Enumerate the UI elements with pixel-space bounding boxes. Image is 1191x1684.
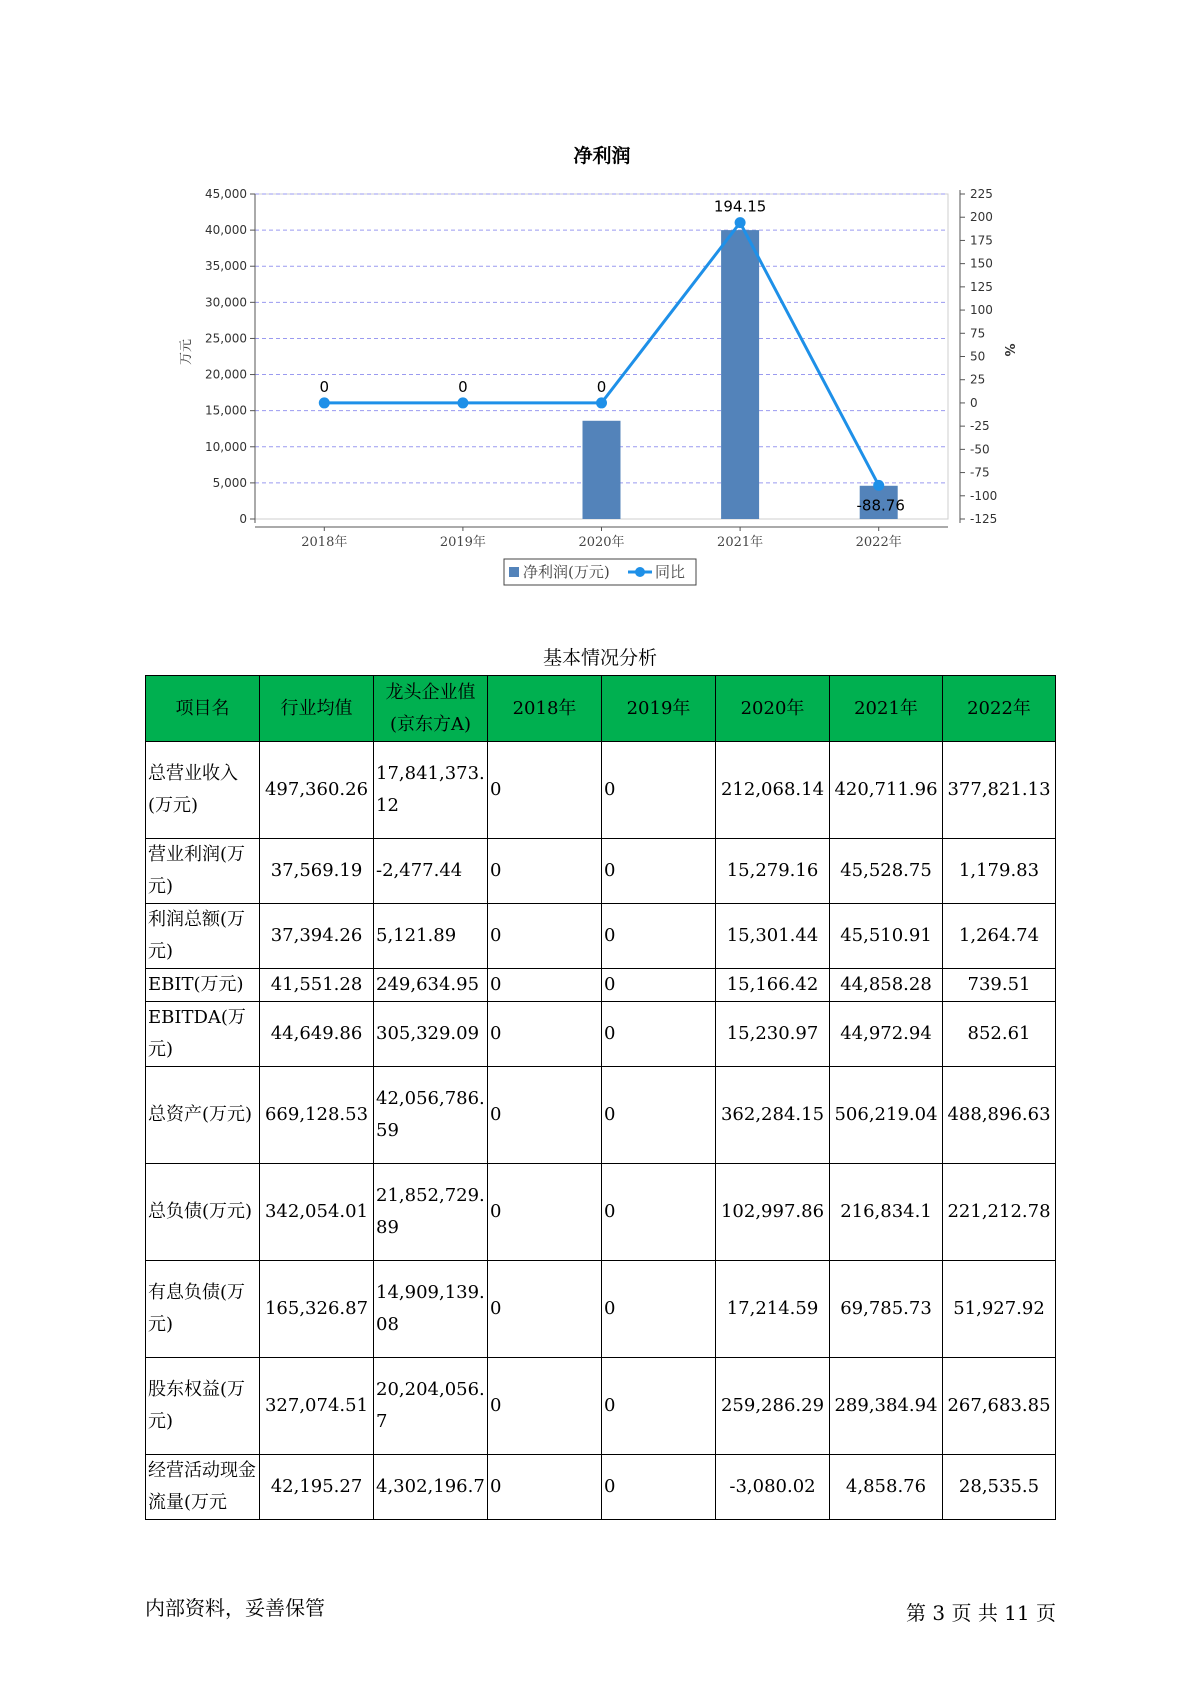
- year-2022-cell: 267,683.85: [943, 1358, 1056, 1455]
- y-left-tick-label: 35,000: [205, 259, 247, 274]
- table-row: [146, 1261, 1056, 1358]
- legend-bar-swatch: [509, 567, 519, 577]
- table-caption: 基本情况分析: [542, 647, 657, 669]
- y-right-axis-label: %: [1001, 343, 1016, 357]
- table-row: [146, 742, 1056, 839]
- year-2021-cell: 420,711.96: [830, 742, 943, 839]
- header-cell: 项目名: [146, 676, 260, 742]
- year-2021-cell: 44,972.94: [830, 1002, 943, 1067]
- data-label: 194.15: [713, 197, 767, 216]
- table-row: [146, 1002, 1056, 1067]
- year-2019-cell: 0: [602, 1358, 716, 1455]
- net-profit-chart: [0, 0, 1191, 600]
- y-right-tick-label: -100: [970, 488, 998, 503]
- year-2020-cell: 15,166.42: [716, 969, 830, 1002]
- bar: [721, 230, 759, 519]
- year-2018-cell: 0: [488, 742, 602, 839]
- y-right-tick-label: -125: [970, 512, 998, 526]
- basic-analysis-table: [145, 675, 1056, 1520]
- row-name-cell: 总营业收入(万元): [146, 742, 260, 839]
- year-2021-cell: 44,858.28: [830, 969, 943, 1002]
- year-2021-cell: 45,510.91: [830, 904, 943, 969]
- year-2020-cell: 15,301.44: [716, 904, 830, 969]
- leader-value-cell: -2,477.44: [374, 839, 488, 904]
- year-2022-cell: 488,896.63: [943, 1067, 1056, 1164]
- y-right-tick-label: 50: [970, 349, 986, 364]
- y-left-tick-label: 10,000: [205, 439, 247, 454]
- header-cell: 2019年: [602, 676, 716, 742]
- row-name-cell: 股东权益(万元): [146, 1358, 260, 1455]
- y-right-tick-label: 150: [970, 256, 993, 271]
- industry-avg-cell: 42,195.27: [260, 1455, 374, 1520]
- year-2018-cell: 0: [488, 969, 602, 1002]
- year-2022-cell: 377,821.13: [943, 742, 1056, 839]
- header-cell: 行业均值: [260, 676, 374, 742]
- year-2021-cell: 289,384.94: [830, 1358, 943, 1455]
- table-row: [146, 904, 1056, 969]
- year-2022-cell: 852.61: [943, 1002, 1056, 1067]
- x-tick-label: 2020年: [578, 535, 625, 550]
- y-left-tick-label: 15,000: [205, 403, 247, 418]
- y-right-tick-label: 75: [970, 326, 986, 341]
- y-right-tick-label: 175: [970, 233, 993, 248]
- line-point: [319, 397, 330, 408]
- year-2018-cell: 0: [488, 1455, 602, 1520]
- data-label: -88.76: [856, 496, 905, 515]
- industry-avg-cell: 165,326.87: [260, 1261, 374, 1358]
- legend-line-marker: [635, 567, 645, 577]
- row-name-cell: EBITDA(万元): [146, 1002, 260, 1067]
- leader-value-cell: 14,909,139.08: [374, 1261, 488, 1358]
- year-2021-cell: 69,785.73: [830, 1261, 943, 1358]
- year-2021-cell: 506,219.04: [830, 1067, 943, 1164]
- leader-value-cell: 4,302,196.7: [374, 1455, 488, 1520]
- industry-avg-cell: 37,394.26: [260, 904, 374, 969]
- industry-avg-cell: 37,569.19: [260, 839, 374, 904]
- chart-title: 净利润: [573, 145, 631, 167]
- year-2022-cell: 28,535.5: [943, 1455, 1056, 1520]
- y-left-tick-label: 40,000: [205, 223, 247, 238]
- industry-avg-cell: 44,649.86: [260, 1002, 374, 1067]
- x-tick-label: 2022年: [855, 535, 902, 550]
- x-tick-label: 2019年: [439, 535, 486, 550]
- header-cell: 2018年: [488, 676, 602, 742]
- industry-avg-cell: 41,551.28: [260, 969, 374, 1002]
- industry-avg-cell: 497,360.26: [260, 742, 374, 839]
- leader-value-cell: 20,204,056.7: [374, 1358, 488, 1455]
- table-row: [146, 1455, 1056, 1520]
- y-left-tick-label: 25,000: [205, 331, 247, 346]
- year-2022-cell: 221,212.78: [943, 1164, 1056, 1261]
- row-name-cell: 有息负债(万元): [146, 1261, 260, 1358]
- year-2019-cell: 0: [602, 742, 716, 839]
- y-right-tick-label: -25: [970, 419, 990, 434]
- data-label: 0: [458, 377, 468, 396]
- year-2019-cell: 0: [602, 839, 716, 904]
- industry-avg-cell: 669,128.53: [260, 1067, 374, 1164]
- table-row: [146, 1164, 1056, 1261]
- table-row: [146, 1358, 1056, 1455]
- leader-value-cell: 305,329.09: [374, 1002, 488, 1067]
- year-2018-cell: 0: [488, 1067, 602, 1164]
- y-left-tick-label: 30,000: [205, 295, 247, 310]
- line-point: [457, 397, 468, 408]
- line-point: [735, 217, 746, 228]
- footer-page-number: 第 3 页 共 11 页: [906, 1601, 1056, 1625]
- year-2020-cell: 15,279.16: [716, 839, 830, 904]
- year-2018-cell: 0: [488, 904, 602, 969]
- header-cell: 2021年: [830, 676, 943, 742]
- table-row: [146, 969, 1056, 1002]
- year-2022-cell: 1,264.74: [943, 904, 1056, 969]
- row-name-cell: 营业利润(万元): [146, 839, 260, 904]
- y-right-tick-label: 225: [970, 187, 993, 201]
- y-left-tick-label: 5,000: [212, 475, 247, 490]
- year-2020-cell: 259,286.29: [716, 1358, 830, 1455]
- row-name-cell: EBIT(万元): [146, 969, 260, 1002]
- row-name-cell: 总资产(万元): [146, 1067, 260, 1164]
- data-label: 0: [319, 377, 330, 396]
- row-name-cell: 总负债(万元): [146, 1164, 260, 1261]
- year-2021-cell: 45,528.75: [830, 839, 943, 904]
- y-right-tick-label: 0: [970, 395, 978, 410]
- year-2020-cell: 102,997.86: [716, 1164, 830, 1261]
- y-right-tick-label: -50: [970, 442, 990, 457]
- y-right-tick-label: 25: [970, 372, 986, 387]
- table-row: [146, 839, 1056, 904]
- year-2020-cell: -3,080.02: [716, 1455, 830, 1520]
- x-tick-label: 2021年: [717, 535, 764, 550]
- year-2018-cell: 0: [488, 1002, 602, 1067]
- leader-value-cell: 21,852,729.89: [374, 1164, 488, 1261]
- year-2019-cell: 0: [602, 1067, 716, 1164]
- footer-confidential: 内部资料，妥善保管: [145, 1596, 325, 1620]
- row-name-cell: 利润总额(万元): [146, 904, 260, 969]
- header-cell: 龙头企业值(京东方A): [374, 676, 488, 742]
- year-2019-cell: 0: [602, 1002, 716, 1067]
- year-2018-cell: 0: [488, 1261, 602, 1358]
- year-2020-cell: 212,068.14: [716, 742, 830, 839]
- table-header-row: [146, 676, 1056, 742]
- leader-value-cell: 249,634.95: [374, 969, 488, 1002]
- y-left-tick-label: 0: [239, 512, 247, 526]
- y-right-tick-label: -75: [970, 465, 990, 480]
- year-2020-cell: 362,284.15: [716, 1067, 830, 1164]
- year-2019-cell: 0: [602, 904, 716, 969]
- year-2018-cell: 0: [488, 1358, 602, 1455]
- bar: [583, 421, 621, 519]
- year-2018-cell: 0: [488, 839, 602, 904]
- industry-avg-cell: 327,074.51: [260, 1358, 374, 1455]
- year-2022-cell: 51,927.92: [943, 1261, 1056, 1358]
- line-point: [873, 480, 884, 491]
- header-cell: 2020年: [716, 676, 830, 742]
- y-left-axis-label: 万元: [179, 338, 194, 366]
- year-2020-cell: 15,230.97: [716, 1002, 830, 1067]
- year-2022-cell: 739.51: [943, 969, 1056, 1002]
- x-tick-label: 2018年: [301, 535, 348, 550]
- y-left-tick-label: 45,000: [205, 187, 247, 201]
- year-2019-cell: 0: [602, 1261, 716, 1358]
- y-left-tick-label: 20,000: [205, 367, 247, 382]
- y-right-tick-label: 100: [970, 303, 993, 318]
- legend-line-label: 同比: [655, 563, 686, 581]
- year-2021-cell: 4,858.76: [830, 1455, 943, 1520]
- legend-bar-label: 净利润(万元): [523, 563, 610, 581]
- year-2019-cell: 0: [602, 1455, 716, 1520]
- industry-avg-cell: 342,054.01: [260, 1164, 374, 1261]
- leader-value-cell: 17,841,373.12: [374, 742, 488, 839]
- year-2020-cell: 17,214.59: [716, 1261, 830, 1358]
- year-2019-cell: 0: [602, 969, 716, 1002]
- year-2019-cell: 0: [602, 1164, 716, 1261]
- y-right-tick-label: 125: [970, 279, 993, 294]
- chart-svg: [0, 0, 1191, 600]
- row-name-cell: 经营活动现金流量(万元: [146, 1455, 260, 1520]
- year-2018-cell: 0: [488, 1164, 602, 1261]
- header-cell: 2022年: [943, 676, 1056, 742]
- year-2021-cell: 216,834.1: [830, 1164, 943, 1261]
- year-2022-cell: 1,179.83: [943, 839, 1056, 904]
- data-label: 0: [596, 377, 607, 396]
- line-point: [596, 397, 607, 408]
- leader-value-cell: 42,056,786.59: [374, 1067, 488, 1164]
- y-right-tick-label: 200: [970, 210, 993, 225]
- leader-value-cell: 5,121.89: [374, 904, 488, 969]
- table-row: [146, 1067, 1056, 1164]
